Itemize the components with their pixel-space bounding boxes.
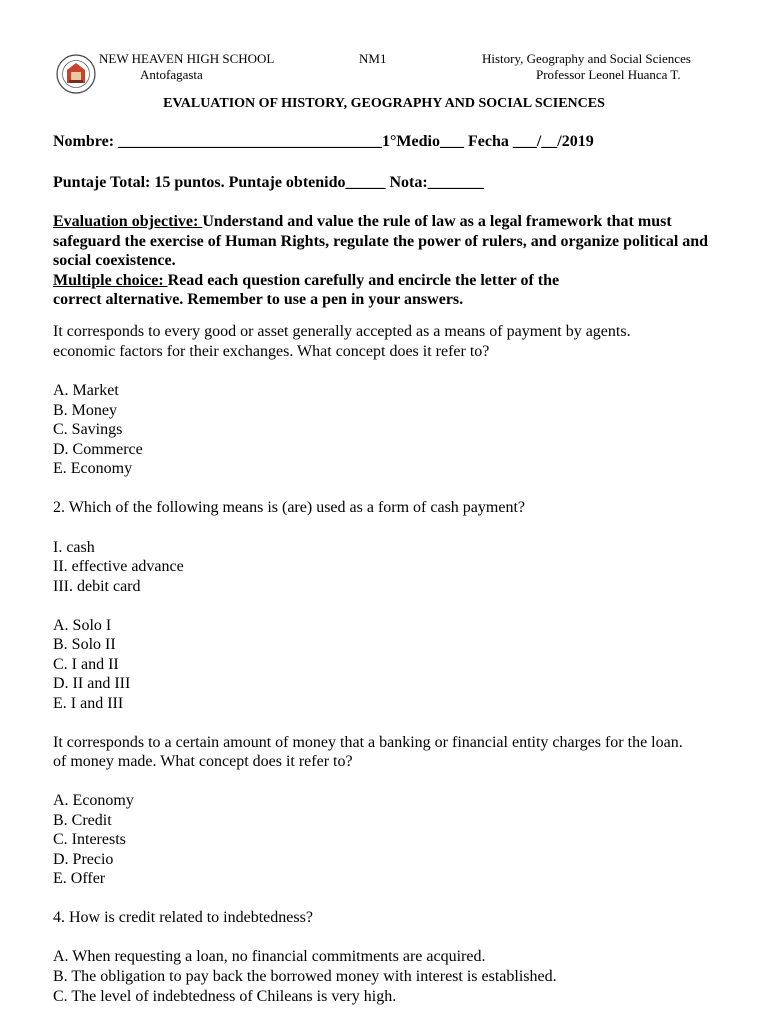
question-1-option[interactable]: E. Economy [53,460,133,477]
question-2-option[interactable]: E. I and III [53,695,124,712]
question-3-line-1: It corresponds to a certain amount of money that a banking or financial entity charges for the loan. [53,734,683,751]
professor-name: Professor Leonel Huanca T. [536,67,681,82]
page-title: EVALUATION OF HISTORY, GEOGRAPHY AND SOCIAL SCIENCES [163,96,605,111]
question-2-statement: I. cash [53,539,95,556]
question-2-option[interactable]: B. Solo II [53,636,116,653]
question-2-option[interactable]: D. II and III [53,675,131,692]
question-4-option[interactable]: B. The obligation to pay back the borrowed money with interest is established. [53,968,557,985]
question-1-line-2: economic factors for their exchanges. What concept does it refer to? [53,343,490,360]
question-3-option[interactable]: C. Interests [53,831,126,848]
question-3-option[interactable]: B. Credit [53,812,112,829]
school-logo-icon [56,54,96,94]
question-2-statement: III. debit card [53,578,141,595]
question-3-line-2: of money made. What concept does it refer to? [53,753,353,770]
school-name: NEW HEAVEN HIGH SCHOOL [99,51,275,66]
multiple-choice-label: Multiple choice: [53,271,168,289]
question-3-option[interactable]: E. Offer [53,870,106,887]
question-3-option[interactable]: D. Precio [53,851,114,868]
name-date-field[interactable]: Nombre: _________________________________1°Medio___ Fecha ___/__/2019 [53,133,594,150]
evaluation-objective [53,212,743,310]
score-field[interactable]: Puntaje Total: 15 puntos. Puntaje obtenido_____ Nota:_______ [53,174,484,191]
question-4-option[interactable]: C. The level of indebtedness of Chileans is very high. [53,988,397,1005]
question-3-option[interactable]: A. Economy [53,792,134,809]
question-1-line-1: It corresponds to every good or asset generally accepted as a means of payment by agents. [53,323,631,340]
instructions-line-2: correct alternative. Remember to use a pen in your answers. [53,291,464,308]
question-2-statement: II. effective advance [53,558,184,575]
instructions-line-1: Read each question carefully and encircle the letter of the [167,271,560,289]
objective-text: Understand and value the rule of law as a legal framework that must safeguard the exercise of Human Rights, regulate the power of rulers, and organize political and social coexistence. [53,213,709,269]
course-level: NM1 [359,51,387,66]
question-2-option[interactable]: C. I and II [53,656,119,673]
question-1-option[interactable]: D. Commerce [53,441,143,458]
subject-name: History, Geography and Social Sciences [482,51,691,66]
question-1-option[interactable]: A. Market [53,382,119,399]
question-2-option[interactable]: A. Solo I [53,617,112,634]
question-1-option[interactable]: C. Savings [53,421,123,438]
question-4-text: 4. How is credit related to indebtedness? [53,909,313,926]
objective-label: Evaluation objective: [53,213,203,230]
question-4-option[interactable]: A. When requesting a loan, no financial commitments are acquired. [53,948,486,965]
school-city: Antofagasta [140,67,203,82]
question-2-text: 2. Which of the following means is (are) used as a form of cash payment? [53,499,525,516]
question-1-option[interactable]: B. Money [53,402,117,419]
